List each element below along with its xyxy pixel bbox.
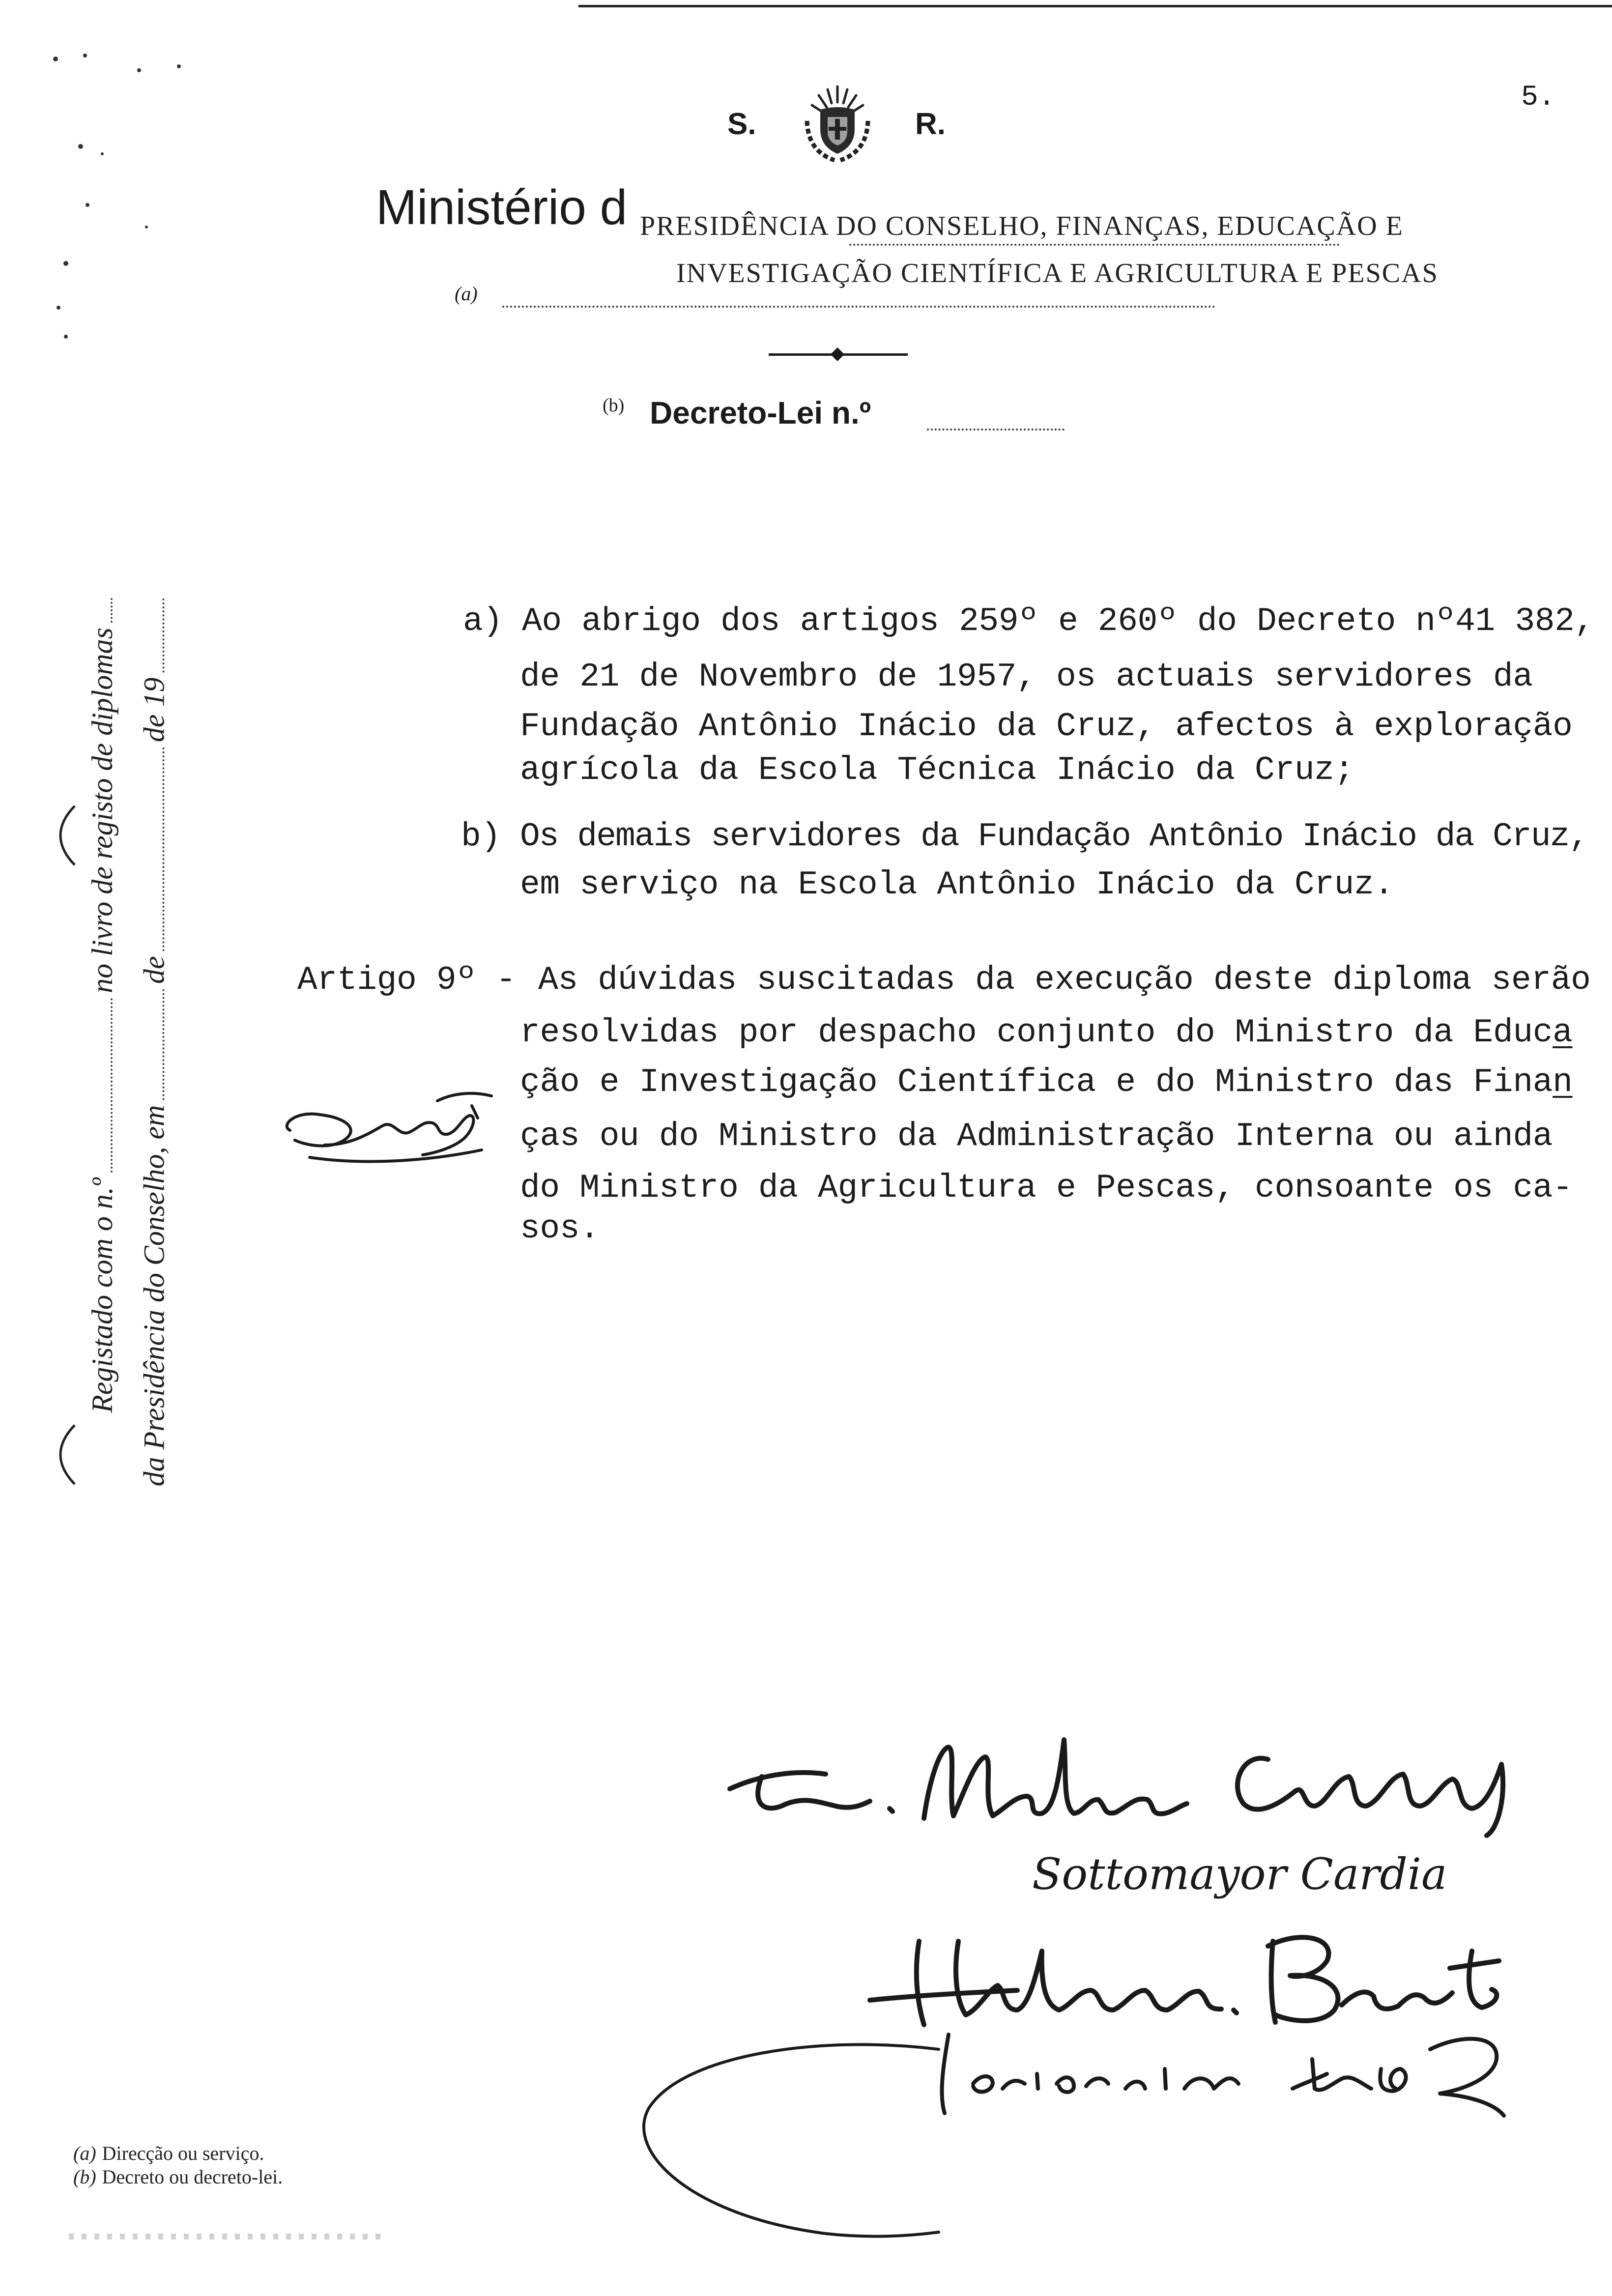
decree-number-dotted-line: [927, 429, 1065, 430]
article-line-text: ção e Investigação Científica e do Ministro das Fina: [520, 1063, 1553, 1101]
signature-1: [730, 1740, 1503, 1836]
margin-presidencia: [137, 594, 172, 1487]
footnote-a: [73, 2144, 264, 2163]
top-rule: [578, 5, 1612, 7]
margin-bracket-top: [44, 801, 84, 870]
article-line: [538, 961, 1591, 1000]
footnote-mark-b: (b): [603, 395, 625, 416]
ministry-line-2: INVESTIGAÇÃO CIENTÍFICA E AGRICULTURA E PESCAS: [676, 258, 1439, 288]
registo-fill-1: [111, 998, 113, 1173]
item-a-line: de 21 de Novembro de 1957, os actuais servidores da: [520, 658, 1533, 696]
ministry-line-1: PRESIDÊNCIA DO CONSELHO, FINANÇAS, EDUCAÇÃO E: [640, 211, 1404, 241]
print-code-mark: [69, 2234, 383, 2239]
item-a-line: agrícola da Escola Técnica Inácio da Cruz;: [520, 751, 1354, 789]
item-a-label: a): [463, 603, 503, 640]
decree-label: Decreto-Lei n.º: [650, 395, 871, 430]
signature-3: [870, 1937, 1499, 2025]
registo-fill-2: [111, 598, 113, 623]
registo-text-2: no livro de registo de diplomas: [86, 628, 118, 993]
presidencia-text-3: de 19: [138, 677, 171, 743]
article-line-underlined: n: [1553, 1063, 1573, 1101]
margin-bracket-bottom: [44, 1420, 84, 1489]
article-line-text: resolvidas por despacho conjunto do Ministro da Educ: [520, 1014, 1553, 1052]
presidencia-text-2: de: [138, 956, 171, 984]
footnote-b: [73, 2167, 283, 2187]
signature-4: [942, 2035, 1504, 2116]
item-b-line: Os demais servidores da Fundação Antônio Inácio da Cruz,: [520, 818, 1588, 856]
registo-text-1: Registado com o n.º: [86, 1177, 118, 1413]
article-line: [520, 1117, 1553, 1156]
footnote-mark-a: (a): [455, 283, 478, 305]
ministry-prefix: Ministério d: [376, 180, 628, 235]
article-line: [520, 1209, 600, 1249]
article-line-text: sos.: [520, 1210, 600, 1248]
presidencia-fill-1: [163, 989, 165, 1100]
item-a-line: Fundação Antônio Inácio da Cruz, afectos à exploração: [520, 708, 1573, 746]
margin-registo: [85, 593, 119, 1413]
footnote-text: Decreto ou decreto-lei.: [102, 2166, 283, 2188]
signature-loop: [644, 2044, 939, 2236]
header-letter-r: R.: [915, 107, 946, 141]
article-line-text: ças ou do Ministro da Administração Interna ou ainda: [520, 1118, 1553, 1155]
scan-specks: [0, 0, 206, 354]
direction-dotted-line: [502, 306, 1215, 308]
signature-2: Sottomayor Cardia: [1032, 1849, 1447, 1899]
presidencia-fill-2: [163, 747, 165, 951]
footnote-mark: (b): [73, 2166, 96, 2188]
page-number: 5.: [1521, 82, 1555, 114]
presidencia-fill-3: [163, 599, 165, 673]
article-line: [520, 1013, 1573, 1053]
footnote-mark: (a): [73, 2142, 96, 2164]
rubric-signature: [275, 1071, 511, 1184]
coat-of-arms-icon: [793, 83, 882, 164]
presidencia-text-1: da Presidência do Conselho, em: [138, 1105, 171, 1487]
article-line: [520, 1169, 1573, 1208]
item-b-line: em serviço na Escola Antônio Inácio da Cruz.: [520, 866, 1394, 904]
footnote-text: Direcção ou serviço.: [102, 2142, 264, 2164]
article-line: [520, 1063, 1573, 1102]
header-letter-s: S.: [727, 107, 756, 141]
article-line-underlined: a: [1553, 1014, 1573, 1052]
item-b-label: b): [461, 818, 501, 856]
divider-diamond: [831, 347, 844, 361]
article-label: Artigo 9º -: [297, 961, 516, 999]
signatures-block: [614, 1695, 1548, 2261]
article-line-text: As dúvidas suscitadas da execução deste diploma serão: [538, 961, 1591, 999]
ministry-dotted-line: [849, 244, 1340, 246]
item-a-line: Ao abrigo dos artigos 259º e 260º do Decreto nº41 382,: [522, 603, 1594, 640]
article-line-text: do Ministro da Agricultura e Pescas, consoante os ca-: [520, 1169, 1573, 1207]
